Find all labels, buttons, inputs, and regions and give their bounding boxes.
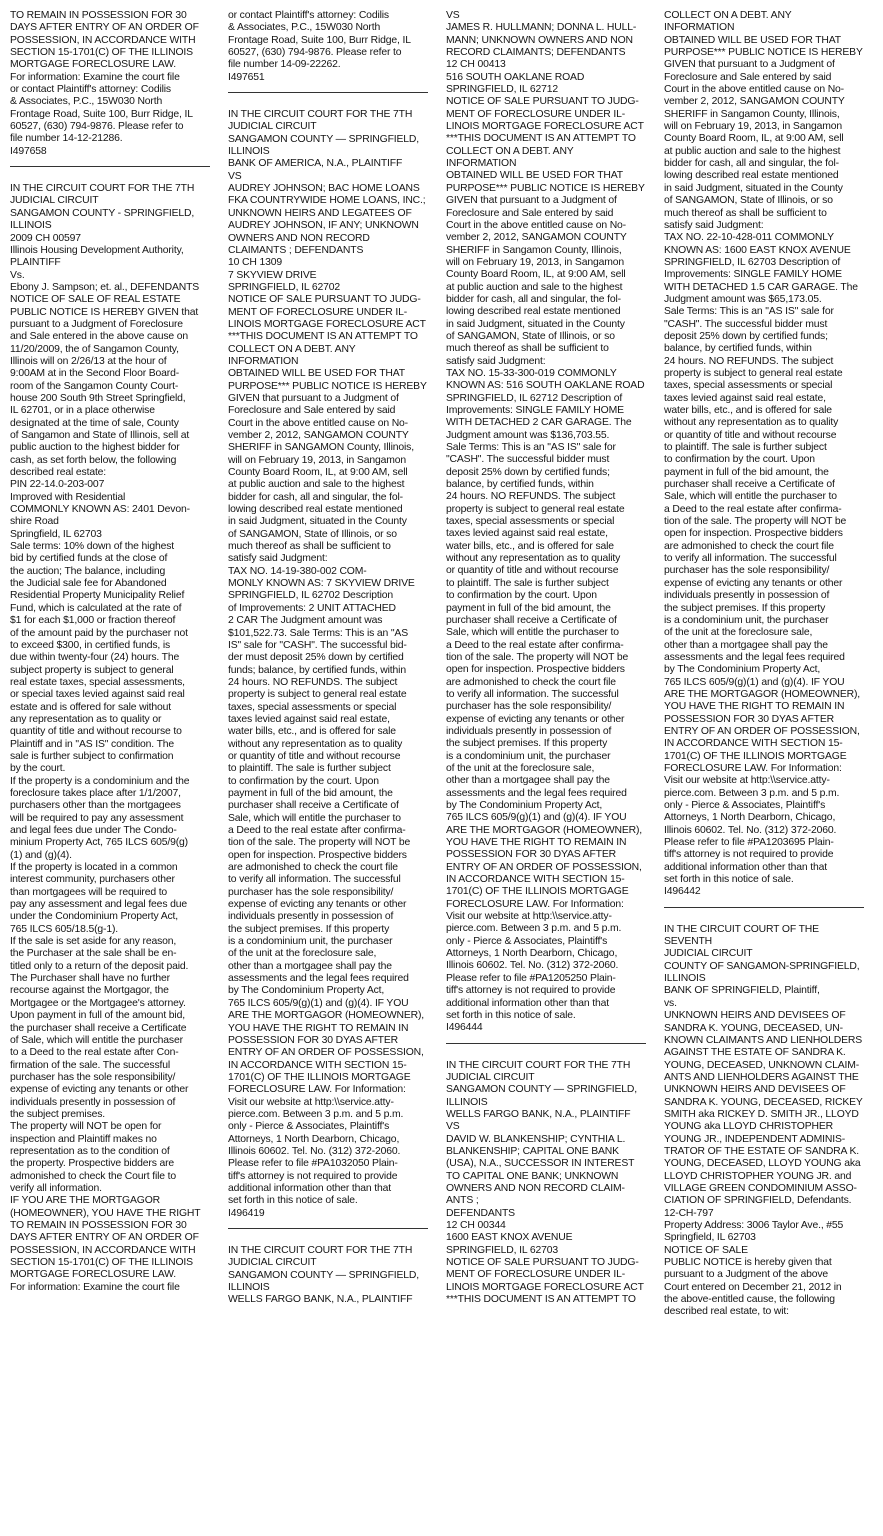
- notice-divider: [664, 907, 864, 908]
- notice-2009-ch-00597: IN THE CIRCUIT COURT FOR THE 7TH JUDICIAL CIRCUIT SANGAMON COUNTY - SPRINGFIELD, ILLINOIS 2009 CH 00597 Illinois Housing Development Authority, PLAINTIFF Vs. Ebony J. Sampson; et. al., DEFENDANTS NOTICE OF SALE OF REAL ESTATE PUBLIC NOTICE IS HEREBY GIVEN that pursuant to a Judgment of Foreclosure and Sale entered in the above cause on 11/20/2009, the of Sangamon County, Illinois will on 2/26/13 at the hour of 9:00AM at in the Second Floor Board- room of the Sangamon County Court- house 200 South 9th Street Springfield, IL 62701, or in a place otherwise designated at the time of sale, County of Sangamon and State of Illinois, sell at public auction to the highest bidder for cash, as set forth below, the following described real estate: PIN 22-14.0-203-007 Improved with Residential COMMONLY KNOWN AS: 2401 Devon- shire Road Springfield, IL 62703 Sale terms: 10% down of the highest bid by certified funds at the close of the auction; The balance, including the Judicial sale fee for Abandoned Residential Property Municipality Relief Fund, which is calculated at the rate of $1 for each $1,000 or fraction thereof of the amount paid by the purchaser not to exceed $300, in certified funds, is due within twenty-four (24) hours. The subject property is subject to general real estate taxes, special assessments, or special taxes levied against said real estate and is offered for sale without any representation as to quality or quantity of title and without recourse to Plaintiff and in "AS IS" condition. The sale is further subject to confirmation by the court. If the property is a condominium and the foreclosure takes place after 1/1/2007, purchasers other than the mortgagees will be required to pay any assessment and legal fees due under The Condo- minium Property Act, 765 ILCS 605/9(g) (1) and (g)(4). If the property is located in a common interest community, purchasers other than mortgagees will be required to pay any assessment and legal fees due under the Condominium Property Act, 765 ILCS 605/18.5(g-1). If the sale is set aside for any reason, the Purchaser at the sale shall be en- titled only to a return of the deposit paid. The Purchaser shall have no further recourse against the Mortgagor, the Mortgagee or the Mortgagee's attorney. Upon payment in full of the amount bid, the purchaser shall receive a Certificate of Sale, which will entitle the purchaser to a Deed to the real estate after Con- firmation of the sale. The successful purchaser has the sole responsibility/ expense of evicting any tenants or other individuals presently in possession of the subject premises. The property will NOT be open for inspection and Plaintiff makes no representation as to the condition of the property. Prospective bidders are admonished to check the Court file to verify all information. IF YOU ARE THE MORTGAGOR (HOMEOWNER), YOU HAVE THE RIGHT TO REMAIN IN POSSESSION FOR 30 DAYS AFTER ENTRY OF AN ORDER OF POSSESSION, IN ACCORDANCE WITH SECTION 15-1701(C) OF THE ILLINOIS MORTGAGE FORECLOSURE LAW. For information: Examine the court file: [10, 183, 201, 1293]
- notice-divider: [228, 92, 428, 93]
- column-3: [446, 10, 646, 1530]
- notice-10-ch-1309: IN THE CIRCUIT COURT FOR THE 7TH JUDICIAL CIRCUIT SANGAMON COUNTY — SPRINGFIELD, ILLINOIS BANK OF AMERICA, N.A., PLAINTIFF VS AUDREY JOHNSON; BAC HOME LOANS FKA COUNTRYWIDE HOME LOANS, INC.; UNKNOWN HEIRS AND LEGATEES OF AUDREY JOHNSON, IF ANY; UNKNOWN OWNERS AND NON RECORD CLAIMANTS ; DEFENDANTS 10 CH 1309 7 SKYVIEW DRIVE SPRINGFIELD, IL 62702 NOTICE OF SALE PURSUANT TO JUDG- MENT OF FORECLOSURE UNDER IL- LINOIS MORTGAGE FORECLOSURE ACT ***THIS DOCUMENT IS AN ATTEMPT TO COLLECT ON A DEBT. ANY INFORMATION OBTAINED WILL BE USED FOR THAT PURPOSE*** PUBLIC NOTICE IS HEREBY GIVEN that pursuant to a Judgment of Foreclosure and Sale entered by said Court in the above entitled cause on No- vember 2, 2012, SANGAMON COUNTY SHERIFF in SANGAMON County, Illinois, will on February 19, 2013, in Sangamon County Board Room, IL, at 9:00 AM, sell at public auction and sale to the highest bidder for cash, all and singular, the fol- lowing described real estate mentioned in said Judgment, situated in the County of SANGAMON, State of Illinois, or so much thereof as shall be sufficient to satisfy said Judgment: TAX NO. 14-19-380-002 COM- MONLY KNOWN AS: 7 SKYVIEW DRIVE SPRINGFIELD, IL 62702 Description of Improvements: 2 UNIT ATTACHED 2 CAR The Judgment amount was $101,522.73. Sale Terms: This is an "AS IS" sale for "CASH". The successful bid- der must deposit 25% down by certified funds; balance, by certified funds, within 24 hours. NO REFUNDS. The subject property is subject to general real estate taxes, special assessments or special taxes levied against said real estate, water bills, etc., and is offered for sale without any representation as to quality or quantity of title and without recourse to plaintiff. The sale is further subject to confirmation by the court. Upon payment in full of the bid amount, the purchaser shall receive a Certificate of Sale, which will entitle the purchaser to a Deed to the real estate after confirma- tion of the sale. The property will NOT be open for inspection. Prospective bidders are admonished to check the court file to verify all information. The successful purchaser has the sole responsibility/ expense of evicting any tenants or other individuals presently in possession of the subject premises. If this property is a condominium unit, the purchaser of the unit at the foreclosure sale, other than a mortgagee shall pay the assessments and the legal fees required by The Condominium Property Act, 765 ILCS 605/9(g)(1) and (g)(4). IF YOU ARE THE MORTGAGOR (HOMEOWNER), YOU HAVE THE RIGHT TO REMAIN IN POSSESSION FOR 30 DYAS AFTER ENTRY OF AN ORDER OF POSSESSION, IN ACCORDANCE WITH SECTION 15- 1701(C) OF THE ILLINOIS MORTGAGE FORECLOSURE LAW. For Information: Visit our website at http:\\service.atty- pierce.com. Between 3 p.m. and 5 p.m. only - Pierce & Associates, Plaintiff's Attorneys, 1 North Dearborn, Chicago, Illinois 60602. Tel. No. (312) 372-2060. Please refer to file #PA1032050 Plain- tiff's attorney is not required to provide additional information other than that set forth in this notice of sale. I496419: [228, 109, 427, 1219]
- notice-12-ch-00344-continued: COLLECT ON A DEBT. ANY INFORMATION OBTAINED WILL BE USED FOR THAT PURPOSE*** PUBLIC NOTICE IS HEREBY GIVEN that pursuant to a Judgment of Foreclosure and Sale entered by said Court in the above entitled cause on No- vember 2, 2012, SANGAMON COUNTY SHERIFF in Sangamon County, Illinois, will on February 19, 2013, in Sangamon County Board Room, IL, at 9:00 AM, sell at public auction and sale to the highest bidder for cash, all and singular, the fol- lowing described real estate mentioned in said Judgment, situated in the County of SANGAMON, State of Illinois, or so much thereof as shall be sufficient to satisfy said Judgment: TAX NO. 22-10-428-011 COMMONLY KNOWN AS: 1600 EAST KNOX AVENUE SPRINGFIELD, IL 62703 Description of Improvements: SINGLE FAMILY HOME WITH DETACHED 1.5 CAR GARAGE. The Judgment amount was $65,173.05. Sale Terms: This is an "AS IS" sale for "CASH". The successful bidder must deposit 25% down by certified funds; balance, by certified funds, within 24 hours. NO REFUNDS. The subject property is subject to general real estate taxes, special assessments or special taxes levied against said real estate, water bills, etc., and is offered for sale without any representation as to quality or quantity of title and without recourse to plaintiff. The sale is further subject to confirmation by the court. Upon payment in full of the bid amount, the purchaser shall receive a Certificate of Sale, which will entitle the purchaser to a Deed to the real estate after confirma- tion of the sale. The property will NOT be open for inspection. Prospective bidders are admonished to check the court file to verify all information. The successful purchaser has the sole responsibility/ expense of evicting any tenants or other individuals presently in possession of the subject premises. If this property is a condominium unit, the purchaser of the unit at the foreclosure sale, other than a mortgagee shall pay the assessments and the legal fees required by The Condominium Property Act, 765 ILCS 605/9(g)(1) and (g)(4). IF YOU ARE THE MORTGAGOR (HOMEOWNER), YOU HAVE THE RIGHT TO REMAIN IN POSSESSION FOR 30 DYAS AFTER ENTRY OF AN ORDER OF POSSESSION, IN ACCORDANCE WITH SECTION 15- 1701(C) OF THE ILLINOIS MORTGAGE FORECLOSURE LAW. For Information: Visit our website at http:\\service.atty- pierce.com. Between 3 p.m. and 5 p.m. only - Pierce & Associates, Plaintiff's Attorneys, 1 North Dearborn, Chicago, Illinois 60602. Tel. No. (312) 372-2060. Please refer to file #PA1203695 Plain- tiff's attorney is not required to provide additional information other than that set forth in this notice of sale. I496442: [664, 10, 863, 898]
- notice-12-ch-00344-start: IN THE CIRCUIT COURT FOR THE 7TH JUDICIAL CIRCUIT SANGAMON COUNTY — SPRINGFIELD, ILLINOIS WELLS FARGO BANK, N.A., PLAINTIFF VS DAVID W. BLANKENSHIP; CYNTHIA L. BLANKENSHIP; CAPITAL ONE BANK (USA), N.A., SUCCESSOR IN INTEREST TO CAPITAL ONE BANK; UNKNOWN OWNERS AND NON RECORD CLAIM- ANTS ; DEFENDANTS 12 CH 00344 1600 EAST KNOX AVENUE SPRINGFIELD, IL 62703 NOTICE OF SALE PURSUANT TO JUDG- MENT OF FORECLOSURE UNDER IL- LINOIS MORTGAGE FORECLOSURE ACT ***THIS DOCUMENT IS AN ATTEMPT TO: [446, 1059, 644, 1306]
- column-4: [664, 10, 864, 1530]
- notice-divider: [446, 1043, 646, 1044]
- notice-divider: [10, 166, 210, 167]
- column-2: [228, 10, 428, 1530]
- notice-continuation-i497651: or contact Plaintiff's attorney: Codilis & Associates, P.C., 15W030 North Frontage Road, Suite 100, Burr Ridge, IL 60527, (630) 794-9876. Please refer to file number 14-09-22262. I497651: [228, 10, 411, 83]
- column-1: [10, 10, 210, 1530]
- notice-12-ch-797: IN THE CIRCUIT COURT OF THE SEVENTH JUDICIAL CIRCUIT COUNTY OF SANGAMON-SPRINGFIELD, ILLINOIS BANK OF SPRINGFIELD, Plaintiff, vs. UNKNOWN HEIRS AND DEVISEES OF SANDRA K. YOUNG, DECEASED, UN- KNOWN CLAIMANTS AND LIENHOLDERS AGAINST THE ESTATE OF SANDRA K. YOUNG, DECEASED, UNKNOWN CLAIM- ANTS AND LIENHOLDERS AGAINST THE UNKNOWN HEIRS AND DEVISEES OF SANDRA K. YOUNG, DECEASED, RICKEY SMITH aka RICKEY D. SMITH JR., LLOYD YOUNG aka LLOYD CHRISTOPHER YOUNG JR., INDEPENDENT ADMINIS- TRATOR OF THE ESTATE OF SANDRA K. YOUNG, DECEASED, LLOYD YOUNG aka LLOYD CHRISTOPHER YOUNG JR. and VILLAGE GREEN CONDOMINIUM ASSO- CIATION OF SPRINGFIELD, Defendants. 12-CH-797 Property Address: 3006 Taylor Ave., #55 Springfield, IL 62703 NOTICE OF SALE PUBLIC NOTICE is hereby given that pursuant to a Judgment of the above Court entered on December 21, 2012 in the above-entitled cause, the following described real estate, to wit:: [664, 923, 863, 1318]
- legal-notices-page: [10, 10, 876, 1530]
- notice-wells-fargo-hullmann-start: IN THE CIRCUIT COURT FOR THE 7TH JUDICIAL CIRCUIT SANGAMON COUNTY — SPRINGFIELD, ILLINOIS WELLS FARGO BANK, N.A., PLAINTIFF: [228, 1245, 420, 1306]
- notice-12-ch-00413: VS JAMES R. HULLMANN; DONNA L. HULL- MANN; UNKNOWN OWNERS AND NON RECORD CLAIMANTS; DEFENDANTS 12 CH 00413 516 SOUTH OAKLANE ROAD SPRINGFIELD, IL 62712 NOTICE OF SALE PURSUANT TO JUDG- MENT OF FORECLOSURE UNDER IL- LINOIS MORTGAGE FORECLOSURE ACT ***THIS DOCUMENT IS AN ATTEMPT TO COLLECT ON A DEBT. ANY INFORMATION OBTAINED WILL BE USED FOR THAT PURPOSE*** PUBLIC NOTICE IS HEREBY GIVEN that pursuant to a Judgment of Foreclosure and Sale entered by said Court in the above entitled cause on No- vember 2, 2012, SANGAMON COUNTY SHERIFF in Sangamon County, Illinois, will on February 19, 2013, in Sangamon County Board Room, IL, at 9:00 AM, sell at public auction and sale to the highest bidder for cash, all and singular, the fol- lowing described real estate mentioned in said Judgment, situated in the County of SANGAMON, State of Illinois, or so much thereof as shall be sufficient to satisfy said Judgment: TAX NO. 15-33-300-019 COMMONLY KNOWN AS: 516 SOUTH OAKLANE ROAD SPRINGFIELD, IL 62712 Description of Improvements: SINGLE FAMILY HOME WITH DETACHED 2 CAR GARAGE. The Judgment amount was $136,703.55. Sale Terms: This is an "AS IS" sale for "CASH". The successful bidder must deposit 25% down by certified funds; balance, by certified funds, within 24 hours. NO REFUNDS. The subject property is subject to general real estate taxes, special assessments or special taxes levied against said real estate, water bills, etc., and is offered for sale without any representation as to quality or quantity of title and without recourse to plaintiff. The sale is further subject to confirmation by the court. Upon payment in full of the bid amount, the purchaser shall receive a Certificate of Sale, which will entitle the purchaser to a Deed to the real estate after confirma- tion of the sale. The property will NOT be open for inspection. Prospective bidders are admonished to check the court file to verify all information. The successful purchaser has the sole responsibility/ expense of evicting any tenants or other individuals presently in possession of the subject premises. If this property is a condominium unit, the purchaser of the unit at the foreclosure sale, other than a mortgagee shall pay the assessments and the legal fees required by The Condominium Property Act, 765 ILCS 605/9(g)(1) and (g)(4). IF YOU ARE THE MORTGAGOR (HOMEOWNER), YOU HAVE THE RIGHT TO REMAIN IN POSSESSION FOR 30 DYAS AFTER ENTRY OF AN ORDER OF POSSESSION, IN ACCORDANCE WITH SECTION 15- 1701(C) OF THE ILLINOIS MORTGAGE FORECLOSURE LAW. For Information: Visit our website at http:\\service.atty- pierce.com. Between 3 p.m. and 5 p.m. only - Pierce & Associates, Plaintiff's Attorneys, 1 North Dearborn, Chicago, Illinois 60602. Tel. No. (312) 372-2060. Please refer to file #PA1205250 Plain- tiff's attorney is not required to provide additional information other than that set forth in this notice of sale. I496444: [446, 10, 645, 1034]
- notice-divider: [228, 1228, 428, 1229]
- notice-continuation-i497658: TO REMAIN IN POSSESSION FOR 30 DAYS AFTER ENTRY OF AN ORDER OF POSSESSION, IN ACCORDANCE WITH SECTION 15-1701(C) OF THE ILLINOIS MORTGAGE FORECLOSURE LAW. For information: Examine the court file or contact Plaintiff's attorney: Codilis & Associates, P.C., 15W030 North Frontage Road, Suite 100, Burr Ridge, IL 60527, (630) 794-9876. Please refer to file number 14-12-21286. I497658: [10, 10, 199, 157]
